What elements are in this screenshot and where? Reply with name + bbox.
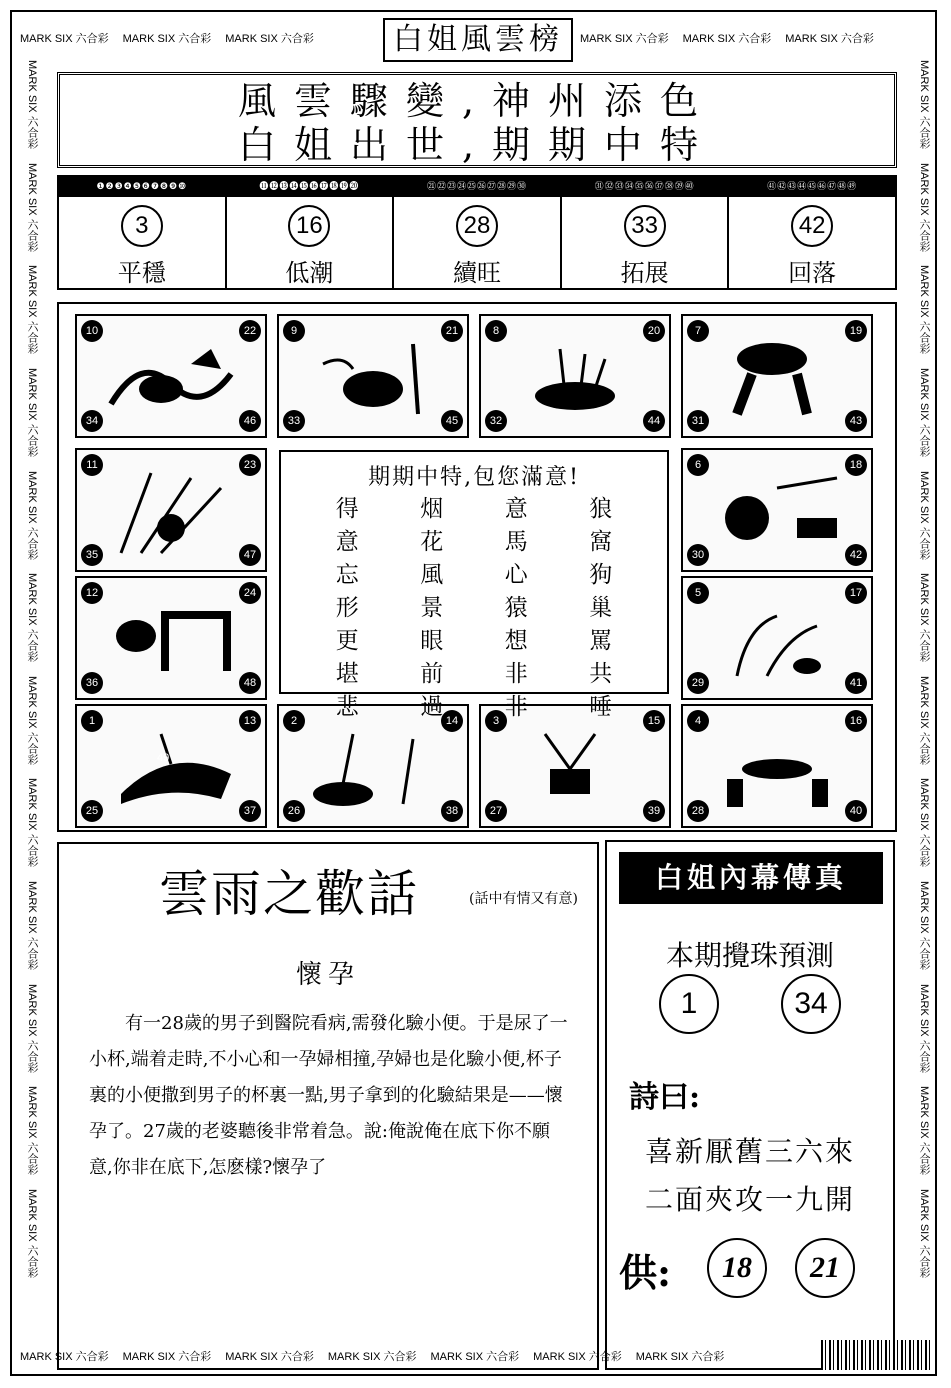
pick-number: 16: [288, 205, 330, 247]
pick-1: [59, 177, 227, 288]
slogan-line-2: 白姐出世,期期中特: [237, 123, 717, 167]
right-strip: MARK SIX 六合彩MARK SIX 六合彩MARK SIX 六合彩MARK SIX 六合彩MARK SIX 六合彩MARK SIX 六合彩MARK SIX 六合彩MARK SIX 六合彩MARK SIX 六合彩MARK SIX 六合彩MARK SIX 六合彩MARK SIX 六合彩: [918, 60, 930, 1278]
ink-painting-icon: [707, 468, 851, 556]
pick-4: [562, 177, 730, 288]
poem-label: 詩曰:: [629, 1080, 701, 1115]
cell-number: 19: [845, 320, 867, 342]
poem-char: 心: [504, 562, 528, 588]
poem-column: [505, 493, 528, 724]
poem-char: 得: [335, 496, 359, 522]
pick-number: 33: [624, 205, 666, 247]
pick-3: [394, 177, 562, 288]
poem-char: 前: [420, 661, 444, 687]
poem-column: [336, 493, 359, 724]
ink-painting-icon: [505, 334, 649, 422]
ink-painting-icon: [303, 724, 447, 812]
cell-number: 11: [81, 454, 103, 476]
pick-number: 42: [791, 205, 833, 247]
poem-char: 非: [504, 694, 528, 720]
zodiac-cell: [75, 576, 267, 700]
zodiac-cell: [681, 576, 873, 700]
left-strip: MARK SIX 六合彩MARK SIX 六合彩MARK SIX 六合彩MARK SIX 六合彩MARK SIX 六合彩MARK SIX 六合彩MARK SIX 六合彩MARK SIX 六合彩MARK SIX 六合彩MARK SIX 六合彩MARK SIX 六合彩MARK SIX 六合彩: [26, 60, 38, 1278]
cell-number: 1: [81, 710, 103, 732]
pick-word: 低潮: [285, 260, 334, 287]
prediction-banner: 白姐內幕傳真: [619, 852, 883, 904]
cell-number: 39: [643, 800, 665, 822]
poem-char: 罵: [589, 628, 613, 654]
cell-number: 46: [239, 410, 261, 432]
barcode: [821, 1340, 931, 1370]
cell-number: 48: [239, 672, 261, 694]
top-strip-right: MARK SIX 六合彩 MARK SIX 六合彩 MARK SIX 六合彩: [580, 33, 874, 45]
cell-number: 18: [845, 454, 867, 476]
zodiac-cell: [75, 448, 267, 572]
pick-word: 回落: [788, 260, 837, 287]
cell-number: 43: [845, 410, 867, 432]
ink-painting-icon: [303, 334, 447, 422]
poem-char: 更: [335, 628, 359, 654]
poem-char: 意: [335, 529, 359, 555]
joke-title: 雲雨之歡話: [159, 865, 419, 923]
cell-number: 12: [81, 582, 103, 604]
poem-char: 意: [504, 496, 528, 522]
cell-number: 6: [687, 454, 709, 476]
poem-char: 過: [420, 694, 444, 720]
cell-number: 40: [845, 800, 867, 822]
zodiac-cell: [75, 314, 267, 438]
prediction-section: [605, 840, 895, 1370]
cell-number: 15: [643, 710, 665, 732]
slogan-line-1: 風雲驟變,神州添色: [237, 79, 717, 123]
poem-heading: 期期中特,包您滿意!: [368, 465, 580, 490]
cell-number: 4: [687, 710, 709, 732]
cell-number: 16: [845, 710, 867, 732]
poem-char: 窩: [589, 529, 613, 555]
pick-word: 平穩: [117, 260, 166, 287]
cell-number: 22: [239, 320, 261, 342]
cell-number: 33: [283, 410, 305, 432]
prediction-number: 34: [781, 974, 841, 1034]
zodiac-cell: [479, 314, 671, 438]
joke-subtitle: (話中有情又有意): [469, 891, 578, 907]
poem-char: 形: [335, 595, 359, 621]
gong-number: 18: [707, 1238, 767, 1298]
cell-number: 24: [239, 582, 261, 604]
pick-number: 28: [456, 205, 498, 247]
poem-char: 花: [420, 529, 444, 555]
ink-painting-icon: [101, 468, 245, 556]
cell-number: 29: [687, 672, 709, 694]
ink-painting-icon: [707, 334, 851, 422]
cell-number: 28: [687, 800, 709, 822]
joke-section: [57, 842, 599, 1370]
cell-number: 41: [845, 672, 867, 694]
number-dots: ㉑㉒㉓㉔㉕㉖㉗㉘㉙㉚: [394, 177, 560, 197]
ink-painting-icon: [101, 724, 245, 812]
cell-number: 37: [239, 800, 261, 822]
ink-painting-icon: [101, 596, 245, 684]
cell-number: 31: [687, 410, 709, 432]
poem-char: 悲: [335, 694, 359, 720]
pick-5: [729, 177, 895, 288]
ink-painting-icon: [101, 334, 245, 422]
poem-line: 二面夾攻一九開: [644, 1183, 855, 1216]
pick-word: 續旺: [452, 260, 501, 287]
poem-char: 風: [420, 562, 444, 588]
cell-number: 10: [81, 320, 103, 342]
ink-painting-icon: [505, 724, 649, 812]
cell-extra-number: 49: [157, 752, 170, 764]
cell-number: 26: [283, 800, 305, 822]
top-strip-left: MARK SIX 六合彩 MARK SIX 六合彩 MARK SIX 六合彩: [20, 33, 314, 45]
cell-number: 14: [441, 710, 463, 732]
cell-number: 2: [283, 710, 305, 732]
zodiac-cell: [681, 704, 873, 828]
poem-char: 眼: [420, 628, 444, 654]
cell-number: 34: [81, 410, 103, 432]
cell-number: 45: [441, 410, 463, 432]
poem-char: 狗: [589, 562, 613, 588]
cell-number: 30: [687, 544, 709, 566]
pick-word: 拓展: [620, 260, 669, 287]
poem-char: 猿: [504, 595, 528, 621]
poem-box: [279, 450, 669, 720]
cell-number: 36: [81, 672, 103, 694]
cell-number: 8: [485, 320, 507, 342]
poem-char: 共: [589, 661, 613, 687]
cell-number: 38: [441, 800, 463, 822]
cell-number: 13: [239, 710, 261, 732]
cell-number: 21: [441, 320, 463, 342]
poem-char: 巢: [589, 595, 613, 621]
pick-number: 3: [121, 205, 163, 247]
number-dots: ❶❷❸❹❺❻❼❽❾❿: [59, 177, 225, 197]
zodiac-grid: [57, 302, 897, 832]
cell-number: 25: [81, 800, 103, 822]
number-dots: ㊶㊷㊸㊹㊺㊻㊼㊽㊾: [729, 177, 895, 197]
bottom-strip: MARK SIX 六合彩 MARK SIX 六合彩 MARK SIX 六合彩 MARK SIX 六合彩 MARK SIX 六合彩 MARK SIX 六合彩 MARK SIX 六合彩: [20, 1351, 725, 1363]
poem-char: 馬: [504, 529, 528, 555]
poem-char: 堪: [335, 661, 359, 687]
cell-number: 44: [643, 410, 665, 432]
picks-row: [57, 175, 897, 290]
poem-line: 喜新厭舊三六來: [644, 1135, 855, 1168]
pick-2: [227, 177, 395, 288]
cell-number: 17: [845, 582, 867, 604]
number-dots: ㉛㉜㉝㉞㉟㊱㊲㊳㊴㊵: [562, 177, 728, 197]
poem-char: 想: [504, 628, 528, 654]
ink-painting-icon: [707, 596, 851, 684]
cell-number: 5: [687, 582, 709, 604]
zodiac-cell: [277, 314, 469, 438]
joke-name: 懷孕: [295, 960, 360, 990]
gong-label: 供:: [619, 1250, 672, 1295]
gong-number: 21: [795, 1238, 855, 1298]
cell-number: 47: [239, 544, 261, 566]
cell-number: 7: [687, 320, 709, 342]
zodiac-cell: [681, 314, 873, 438]
number-dots: ⓫⓬⓭⓮⓯⓰⓱⓲⓳⓴: [227, 177, 393, 197]
cell-number: 3: [485, 710, 507, 732]
cell-number: 23: [239, 454, 261, 476]
poem-char: 非: [504, 661, 528, 687]
poem-char: 烟: [420, 496, 444, 522]
joke-body: 有一28歲的男子到醫院看病,需發化驗小便。于是尿了一小杯,端着走時,不小心和一孕婦相撞,孕婦也是化驗小便,杯子裏的小便撒到男子的杯裏一點,男子拿到的化驗結果是——懷孕了。27歲的老婆聽後非常着急。說:俺說俺在底下你不願意,你非在底下,怎麽樣?懷孕了: [89, 1013, 568, 1178]
cell-number: 32: [485, 410, 507, 432]
slogan-box: [57, 72, 897, 168]
poem-char: 忘: [335, 562, 359, 588]
zodiac-cell: [681, 448, 873, 572]
cell-number: 35: [81, 544, 103, 566]
poem-column: [420, 493, 443, 724]
cell-number: 42: [845, 544, 867, 566]
poem-char: 唾: [589, 694, 613, 720]
prediction-number: 1: [659, 974, 719, 1034]
cell-number: 27: [485, 800, 507, 822]
page-title: 白姐風雲榜: [383, 18, 573, 62]
cell-number: 20: [643, 320, 665, 342]
poem-char: 景: [420, 595, 444, 621]
cell-number: 9: [283, 320, 305, 342]
zodiac-cell: [75, 704, 267, 828]
prediction-heading: 本期攪珠預測: [665, 939, 834, 972]
poem-char: 狼: [589, 496, 613, 522]
poem-column: [589, 493, 612, 724]
ink-painting-icon: [707, 724, 851, 812]
